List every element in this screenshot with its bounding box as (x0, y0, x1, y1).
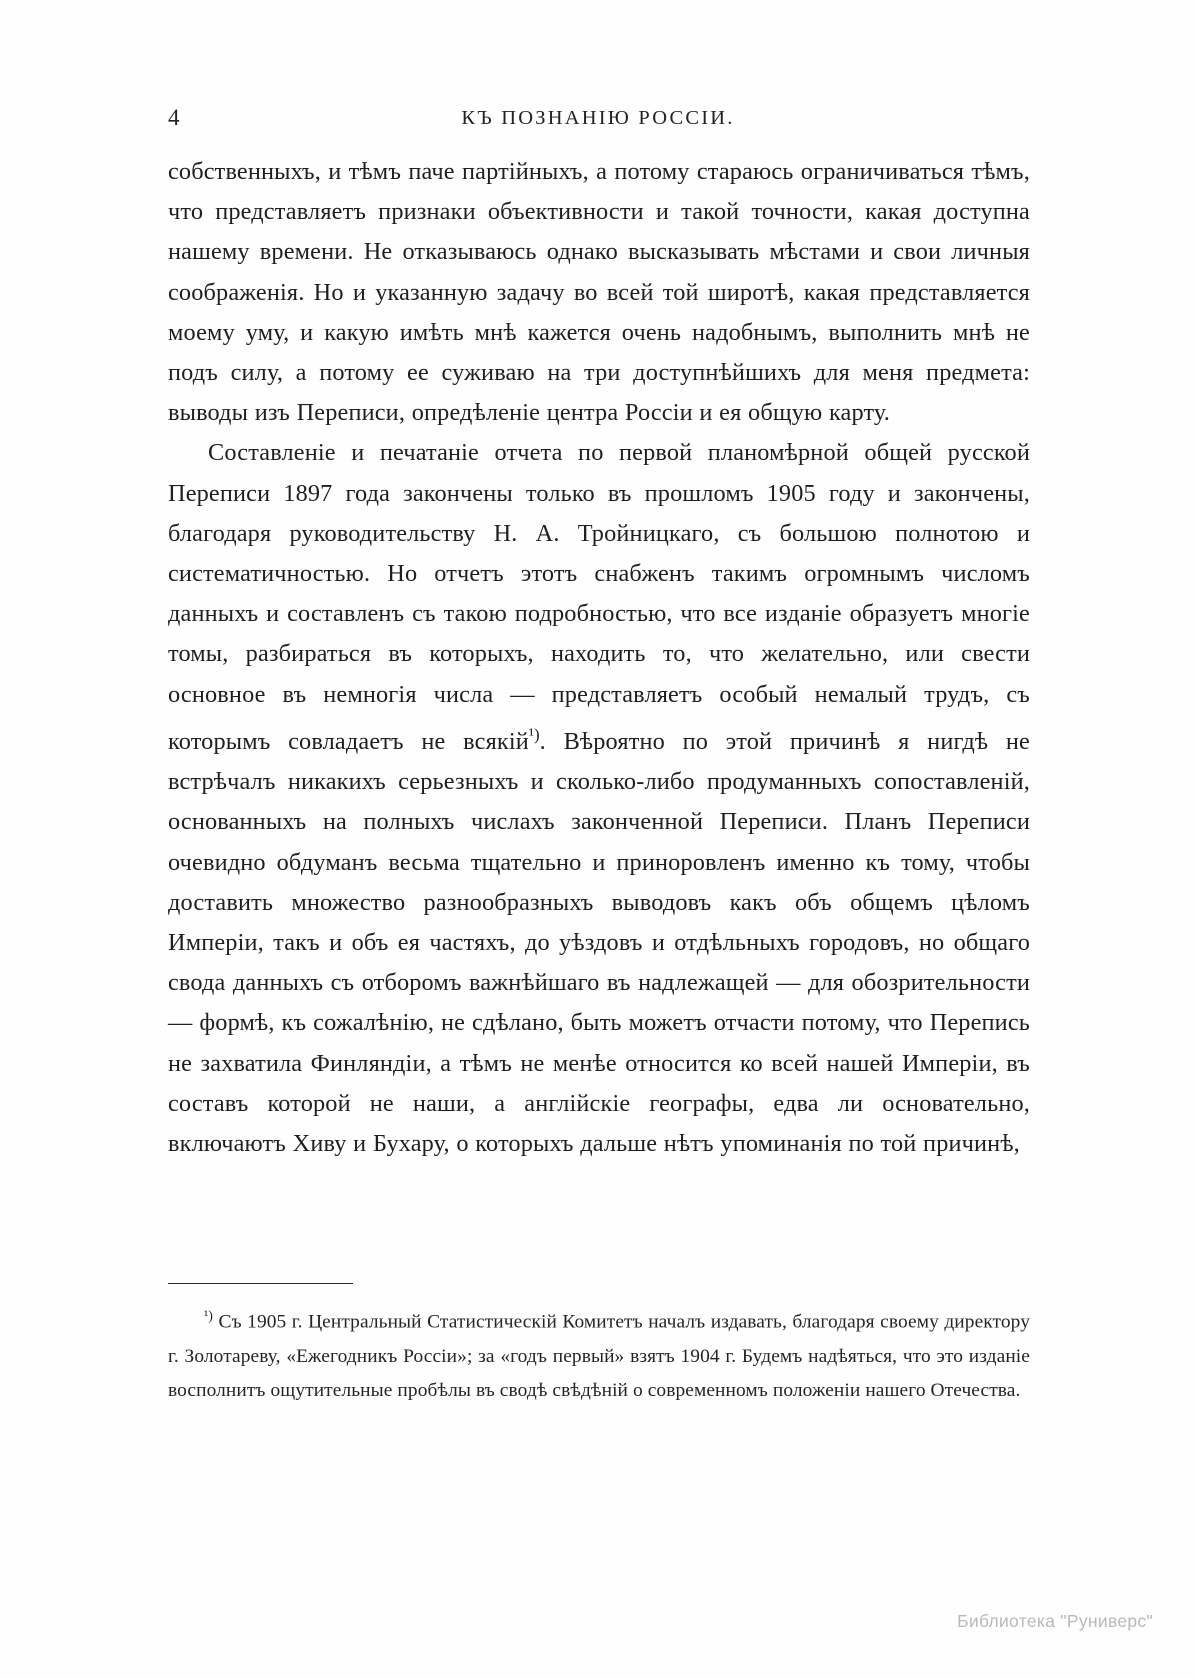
footnote-divider (168, 1283, 353, 1284)
footnote-body: Съ 1905 г. Центральный Статистическій Комитетъ началъ издавать, благодаря своему директору г. Золотареву, «Ежегодникъ Россіи»; за «годъ первый» взятъ 1904 г. Будемъ надѣяться, что это изданіе восполнитъ ощутительные пробѣлы въ сводѣ свѣдѣній о современномъ положеніи нашего Отечества. (168, 1311, 1030, 1402)
page-header (168, 105, 1028, 135)
footnote-block (168, 1300, 1030, 1409)
library-watermark: Библиотека "Руниверс" (957, 1611, 1153, 1631)
paragraph-2-part-1: Составленіе и печатаніе отчета по первой планомѣрной общей русской Переписи 1897 года закончены только въ прошломъ 1905 году и закончены, благодаря руководительству Н. А. Тройницкаго, съ большою полнотою и систематичностью. Но отчетъ этотъ снабженъ такимъ огромнымъ числомъ данныхъ и составленъ съ такою подробностью, что все изданіе образуетъ многіе томы, разбираться въ которыхъ, находить то, что желательно, или свести основное въ немногія числа — представляетъ особый немалый трудъ, съ которымъ совладаетъ не всякій (168, 439, 1030, 755)
running-title: КЪ ПОЗНАНІЮ РОССІИ. (461, 107, 735, 129)
footnote-marker: ¹) (204, 1309, 214, 1324)
body-text-column (168, 152, 1030, 1164)
paragraph-1: собственныхъ, и тѣмъ паче партійныхъ, а потому стараюсь ограничиваться тѣмъ, что представляетъ признаки объективности и такой точности, какая доступна нашему времени. Не отказываюсь однако высказывать мѣстами и свои личныя соображенія. Но и указанную задачу во всей той широтѣ, какая представляется моему уму, и какую имѣть мнѣ кажется очень надобнымъ, выполнить мнѣ не подъ силу, а потому ее суживаю на три доступнѣйшихъ для меня предмета: выводы изъ Переписи, опредѣленіе центра Россіи и ея общую карту. (168, 158, 1030, 427)
paragraph-2-part-2: . Вѣроятно по этой причинѣ я нигдѣ не встрѣчалъ никакихъ серьезныхъ и сколько-либо продуманныхъ сопоставленій, основанныхъ на полныхъ числахъ законченной Переписи. Планъ Переписи очевидно обдуманъ весьма тщательно и приноровленъ именно къ тому, чтобы доставить множество разнообразныхъ выводовъ какъ объ общемъ цѣломъ Имперіи, такъ и объ ея частяхъ, до уѣздовъ и отдѣльныхъ городовъ, но общаго свода данныхъ съ отборомъ важнѣйшаго въ надлежащей — для обозрительности — формѣ, къ сожалѣнію, не сдѣлано, быть можетъ отчасти потому, что Перепись не захватила Финляндіи, а тѣмъ не менѣе относится ко всей нашей Имперіи, въ составъ которой не наши, а англійскіе географы, едва ли основательно, включаютъ Хиву и Бухару, о которыхъ дальше нѣтъ упоминанія по той причинѣ, (168, 727, 1030, 1157)
page-number: 4 (168, 105, 180, 130)
footnote-reference[interactable]: ¹) (528, 724, 540, 744)
footnote-text (168, 1300, 1030, 1409)
paragraph-2 (168, 433, 1030, 1164)
